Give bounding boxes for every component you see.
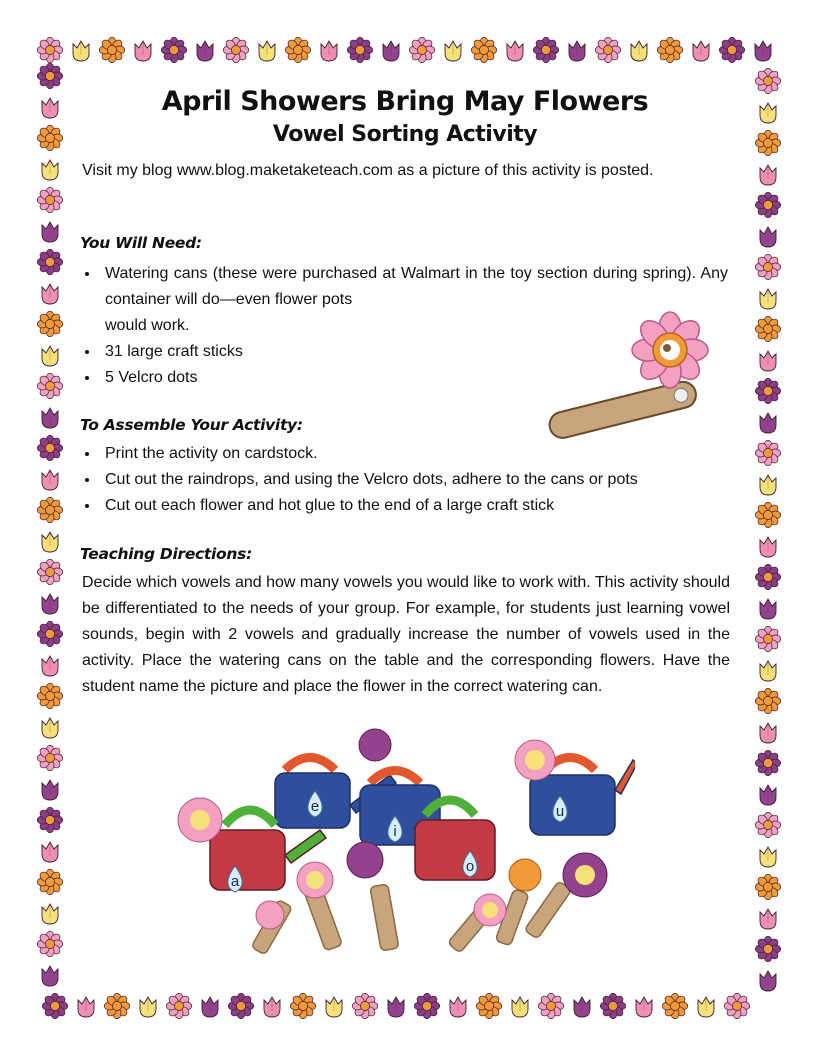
page-subtitle: Vowel Sorting Activity [272,122,538,147]
daisy-border-icon [533,37,559,63]
daisy-border-icon [104,993,130,1019]
tulip-border-icon [445,993,471,1019]
tulip-border-icon [755,967,781,993]
tulip-border-icon [37,156,63,182]
tulip-border-icon [755,533,781,559]
daisy-border-icon [724,993,750,1019]
daisy-border-icon [755,812,781,838]
daisy-border-icon [37,621,63,647]
tulip-border-icon [564,37,590,63]
daisy-border-icon [37,745,63,771]
daisy-border-icon [42,993,68,1019]
tulip-border-icon [440,37,466,63]
tulip-border-icon [135,993,161,1019]
tulip-border-icon [37,94,63,120]
daisy-border-icon [471,37,497,63]
watering-cans-photo [165,725,635,960]
tulip-border-icon [755,223,781,249]
daisy-border-icon [414,993,440,1019]
daisy-border-icon [37,249,63,275]
daisy-border-icon [755,192,781,218]
daisy-border-icon [662,993,688,1019]
tulip-border-icon [37,838,63,864]
daisy-border-icon [719,37,745,63]
tulip-border-icon [37,900,63,926]
list-item: Print the activity on cardstock. [80,441,730,467]
daisy-border-icon [37,559,63,585]
tulip-border-icon [378,37,404,63]
tulip-border-icon [37,280,63,306]
daisy-border-icon [37,187,63,213]
tulip-border-icon [626,37,652,63]
daisy-border-icon [37,931,63,957]
need-heading: You Will Need: [80,234,202,252]
daisy-border-icon [755,130,781,156]
tulip-border-icon [755,657,781,683]
daisy-border-icon [352,993,378,1019]
daisy-border-icon [37,37,63,63]
daisy-border-icon [755,936,781,962]
daisy-border-icon [538,993,564,1019]
daisy-border-icon [755,378,781,404]
tulip-border-icon [37,466,63,492]
tulip-border-icon [750,37,776,63]
daisy-border-icon [37,373,63,399]
tulip-border-icon [37,404,63,430]
tulip-border-icon [755,843,781,869]
daisy-border-icon [285,37,311,63]
list-item: Cut out each flower and hot glue to the end of a large craft stick [80,493,730,519]
tulip-border-icon [259,993,285,1019]
daisy-border-icon [409,37,435,63]
tulip-border-icon [507,993,533,1019]
tulip-border-icon [755,409,781,435]
daisy-border-icon [755,626,781,652]
daisy-border-icon [37,125,63,151]
daisy-border-icon [755,750,781,776]
daisy-border-icon [37,497,63,523]
vowel-letter: e [310,798,320,815]
daisy-border-icon [161,37,187,63]
tulip-border-icon [755,285,781,311]
tulip-border-icon [37,342,63,368]
daisy-border-icon [476,993,502,1019]
tulip-border-icon [130,37,156,63]
tulip-border-icon [688,37,714,63]
tulip-border-icon [755,99,781,125]
tulip-border-icon [37,528,63,554]
tulip-border-icon [37,590,63,616]
daisy-border-icon [600,993,626,1019]
daisy-border-icon [347,37,373,63]
tulip-border-icon [197,993,223,1019]
flower-stick-illustration [540,310,720,460]
daisy-border-icon [37,869,63,895]
vowel-letter: u [555,803,565,820]
vowel-letter: i [393,823,397,840]
tulip-border-icon [37,962,63,988]
daisy-border-icon [755,564,781,590]
tulip-border-icon [631,993,657,1019]
tulip-border-icon [37,714,63,740]
tulip-border-icon [192,37,218,63]
daisy-border-icon [755,688,781,714]
daisy-border-icon [166,993,192,1019]
daisy-border-icon [657,37,683,63]
tulip-border-icon [569,993,595,1019]
tulip-border-icon [73,993,99,1019]
daisy-border-icon [223,37,249,63]
tulip-border-icon [755,719,781,745]
daisy-border-icon [228,993,254,1019]
vowel-letter: a [230,873,240,890]
tulip-border-icon [755,905,781,931]
daisy-border-icon [755,440,781,466]
daisy-border-icon [37,435,63,461]
intro-paragraph: Visit my blog www.blog.maketaketeach.com as a picture of this activity is posted. [82,162,654,179]
list-item: 5 Velcro dots [80,365,728,391]
tulip-border-icon [321,993,347,1019]
tulip-border-icon [383,993,409,1019]
daisy-border-icon [37,311,63,337]
tulip-border-icon [755,471,781,497]
daisy-border-icon [595,37,621,63]
assemble-heading: To Assemble Your Activity: [80,416,303,434]
daisy-border-icon [755,68,781,94]
vowel-letter: o [465,858,475,875]
tulip-border-icon [502,37,528,63]
tulip-border-icon [755,595,781,621]
tulip-border-icon [37,218,63,244]
daisy-border-icon [755,254,781,280]
list-item: 31 large craft sticks [80,339,728,365]
tulip-border-icon [755,347,781,373]
daisy-border-icon [99,37,125,63]
daisy-border-icon [755,316,781,342]
page-title: April Showers Bring May Flowers [161,86,649,117]
tulip-border-icon [37,652,63,678]
teaching-paragraph: Decide which vowels and how many vowels you would like to work with. This activity should be differentiated to the needs of your group. For example, for students just learning vowel sounds, begin with 2 vowels and gradually increase the number of vowels used in the activity. Place the watering cans on the table and the corresponding flowers. Have the student name the picture and place the flower in the correct watering can. [82,574,730,695]
teaching-heading: Teaching Directions: [80,545,252,563]
daisy-border-icon [290,993,316,1019]
daisy-border-icon [755,874,781,900]
daisy-border-icon [37,807,63,833]
daisy-border-icon [37,63,63,89]
tulip-border-icon [254,37,280,63]
tulip-border-icon [37,776,63,802]
tulip-border-icon [693,993,719,1019]
daisy-border-icon [37,683,63,709]
list-item: Cut out the raindrops, and using the Velcro dots, adhere to the cans or pots [80,467,730,493]
tulip-border-icon [755,781,781,807]
tulip-border-icon [755,161,781,187]
list-item: Watering cans (these were purchased at Walmart in the toy section during spring). Any container will do—even flower pots would work. [80,261,728,339]
tulip-border-icon [316,37,342,63]
tulip-border-icon [68,37,94,63]
daisy-border-icon [755,502,781,528]
